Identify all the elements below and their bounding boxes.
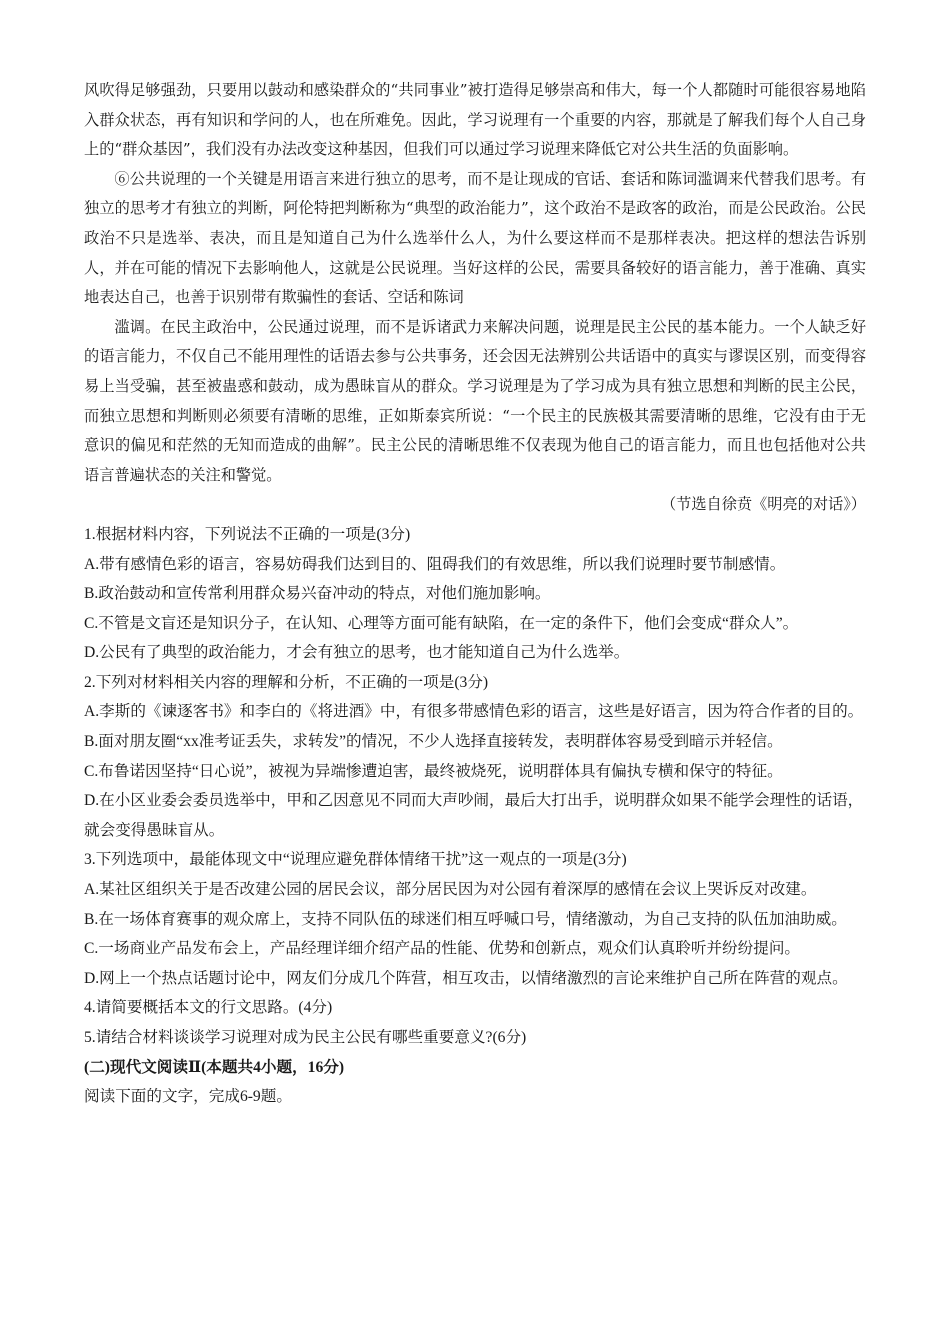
- passage-paragraph-continued: 风吹得足够强劲，只要用以鼓动和感染群众的“共同事业”被打造得足够崇高和伟大，每一个人都随时可能很容易地陷入群众状态，再有知识和学问的人，也在所难免。因此，学习说理有一个重要的内容，那就是了解我们每个人自己身上的“群众基因”，我们没有办法改变这种基因，但我们可以通过学习说理来降低它对公共生活的负面影响。: [84, 81, 866, 159]
- passage-paragraph-6: ⑥公共说理的一个关键是用语言来进行独立的思考，而不是让现成的官话、套话和陈词滥调来代替我们思考。有独立的思考才有独立的判断，阿伦特把判断称为“典型的政治能力”，这个政治不是政客的政治，而是公民政治。公民政治不只是选举、表决，而且是知道自己为什么选举什么人，为什么要这样而不是那样表决。把这样的想法告诉别人，并在可能的情况下去影响他人，这就是公民说理。当好这样的公民，需要具备较好的语言能力，善于准确、真实地表达自己，也善于识别带有欺骗性的套话、空话和陈词: [84, 169, 866, 307]
- question-1-stem: 1.根据材料内容，下列说法不正确的一项是(3分): [84, 525, 411, 543]
- question-3-option-b: B.在一场体育赛事的观众席上，支持不同队伍的球迷们相互呼喊口号，情绪激动，为自己支持的队伍加油助威。: [84, 910, 847, 928]
- question-3-option-c: C.一场商业产品发布会上，产品经理详细介绍产品的性能、优势和创新点，观众们认真聆听并纷纷提问。: [84, 940, 801, 958]
- question-1-option-c: C.不管是文盲还是知识分子，在认知、心理等方面可能有缺陷，在一定的条件下，他们会变成“群众人”。: [84, 614, 799, 632]
- question-2-option-b: B.面对朋友圈“xx准考证丢失，求转发”的情况，不少人选择直接转发，表明群体容易受到暗示并轻信。: [84, 733, 783, 751]
- question-1-option-a: A.带有感情色彩的语言，容易妨碍我们达到目的、阻碍我们的有效思维，所以我们说理时要节制感情。: [84, 555, 786, 573]
- question-3-stem: 3.下列选项中，最能体现文中“说理应避免群体情绪干扰”这一观点的一项是(3分): [84, 851, 627, 869]
- section-2-heading: (二)现代文阅读Ⅱ(本题共4小题，16分): [84, 1058, 345, 1076]
- question-3-option-a: A.某社区组织关于是否改建公园的居民会议，部分居民因为对公园有着深厚的感情在会议上哭诉反对改建。: [84, 881, 817, 899]
- passage-paragraph-7: 滥调。在民主政治中，公民通过说理，而不是诉诸武力来解决问题，说理是民主公民的基本能力。一个人缺乏好的语言能力，不仅自己不能用理性的话语去参与公共事务，还会因无法辨别公共话语中的真实与谬误区别，而变得容易上当受骗，甚至被蛊惑和鼓动，成为愚昧盲从的群众。学习说理是为了学习成为具有独立思想和判断的民主公民，而独立思想和判断则必须要有清晰的思维，正如斯泰宾所说：“一个民主的民族极其需要清晰的思维，它没有由于无意识的偏见和茫然的无知而造成的曲解”。民主公民的清晰思维不仅表现为他自己的语言能力，而且也包括他对公共语言普遍状态的关注和警觉。: [84, 317, 866, 484]
- question-2-option-d: D.在小区业委会委员选举中，甲和乙因意见不同而大声吵闹，最后大打出手，说明群众如果不能学会理性的话语，就会变得愚昧盲从。: [84, 792, 864, 839]
- question-2-option-c: C.布鲁诺因坚持“日心说”，被视为异端惨遭迫害，最终被烧死，说明群体具有偏执专横和保守的特征。: [84, 762, 783, 780]
- exam-page: [84, 76, 866, 1112]
- question-2-stem: 2.下列对材料相关内容的理解和分析，不正确的一项是(3分): [84, 673, 489, 691]
- passage-source: （节选自徐贲《明亮的对话》）: [660, 495, 866, 514]
- question-3-option-d: D.网上一个热点话题讨论中，网友们分成几个阵营，相互攻击，以情绪激烈的言论来维护自己所在阵营的观点。: [84, 969, 848, 987]
- question-1-option-d: D.公民有了典型的政治能力，才会有独立的思考，也才能知道自己为什么选举。: [84, 644, 630, 662]
- section-2-instruction: 阅读下面的文字，完成6-9题。: [84, 1088, 292, 1106]
- question-1-option-b: B.政治鼓动和宣传常利用群众易兴奋冲动的特点，对他们施加影响。: [84, 585, 551, 603]
- question-4-stem: 4.请简要概括本文的行文思路。(4分): [84, 999, 333, 1017]
- question-2-option-a: A.李斯的《谏逐客书》和李白的《将进酒》中，有很多带感情色彩的语言，这些是好语言，因为符合作者的目的。: [84, 703, 864, 721]
- question-5-stem: 5.请结合材料谈谈学习说理对成为民主公民有哪些重要意义?(6分): [84, 1029, 527, 1046]
